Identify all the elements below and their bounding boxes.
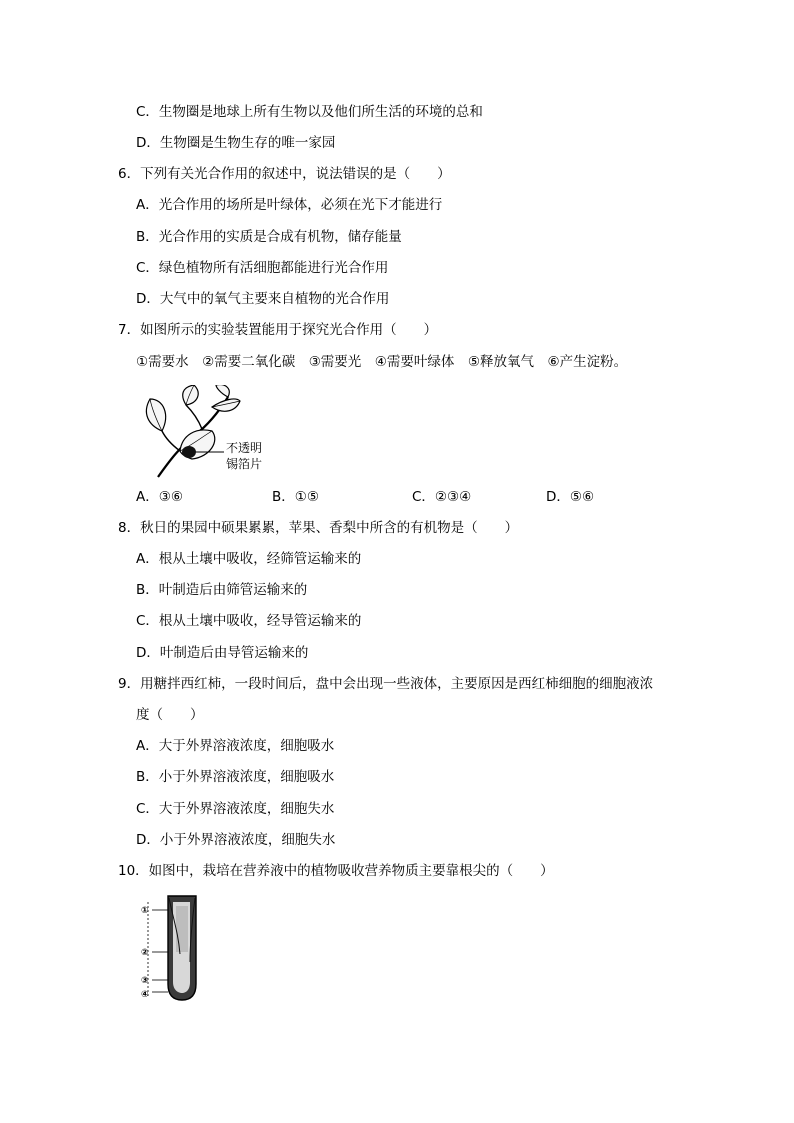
figure-label-opaque: 不透明	[226, 441, 263, 455]
q6-stem: 6．下列有关光合作用的叙述中，说法错误的是（ ）	[118, 166, 451, 182]
q8-stem: 8．秋日的果园中硕果累累，苹果、香梨中所含的有机物是（ ）	[118, 520, 519, 536]
q5-option-d: D．生物圈是生物生存的唯一家园	[136, 135, 336, 151]
q9-option-c: C．大于外界溶液浓度，细胞失水	[136, 801, 335, 817]
q7-option-d: D．⑤⑥	[546, 489, 595, 505]
q9-option-b: B．小于外界溶液浓度，细胞吸水	[136, 769, 335, 785]
q8-option-a: A．根从土壤中吸收，经筛管运输来的	[136, 551, 362, 567]
q8-option-b: B．叶制造后由筛管运输来的	[136, 582, 308, 598]
root-label-4: ④	[141, 990, 149, 1000]
q9-option-a: A．大于外界溶液浓度，细胞吸水	[136, 738, 335, 754]
q7-option-c: C．②③④	[412, 489, 472, 505]
q6-option-c: C．绿色植物所有活细胞都能进行光合作用	[136, 260, 389, 276]
figure-label-foil: 锡箔片	[226, 457, 263, 471]
q8-option-c: C．根从土壤中吸收，经导管运输来的	[136, 613, 362, 629]
root-label-1: ①	[141, 906, 149, 916]
q7-option-a: A．③⑥	[136, 489, 183, 505]
q6-option-d: D．大气中的氧气主要来自植物的光合作用	[136, 291, 390, 307]
q7-option-b: B．①⑤	[272, 489, 319, 505]
root-label-3: ③	[141, 976, 149, 986]
q9-stem-line1: 9．用糖拌西红柿，一段时间后，盘中会出现一些液体，主要原因是西红柿细胞的细胞液浓	[118, 676, 654, 692]
root-label-2: ②	[141, 948, 149, 958]
q6-option-b: B．光合作用的实质是合成有机物，储存能量	[136, 229, 402, 245]
q9-stem-line2: 度（ ）	[136, 707, 204, 723]
q8-option-d: D．叶制造后由导管运输来的	[136, 645, 309, 661]
q7-stem: 7．如图所示的实验装置能用于探究光合作用（ ）	[118, 322, 438, 338]
q7-items: ①需要水 ②需要二氧化碳 ③需要光 ④需要叶绿体 ⑤释放氧气 ⑥产生淀粉。	[136, 354, 628, 370]
q9-option-d: D．小于外界溶液浓度，细胞失水	[136, 832, 336, 848]
q6-option-a: A．光合作用的场所是叶绿体，必须在光下才能进行	[136, 197, 443, 213]
q5-option-c: C．生物圈是地球上所有生物以及他们所生活的环境的总和	[136, 104, 483, 120]
q10-stem: 10．如图中，栽培在营养液中的植物吸收营养物质主要靠根尖的（ ）	[118, 863, 554, 879]
